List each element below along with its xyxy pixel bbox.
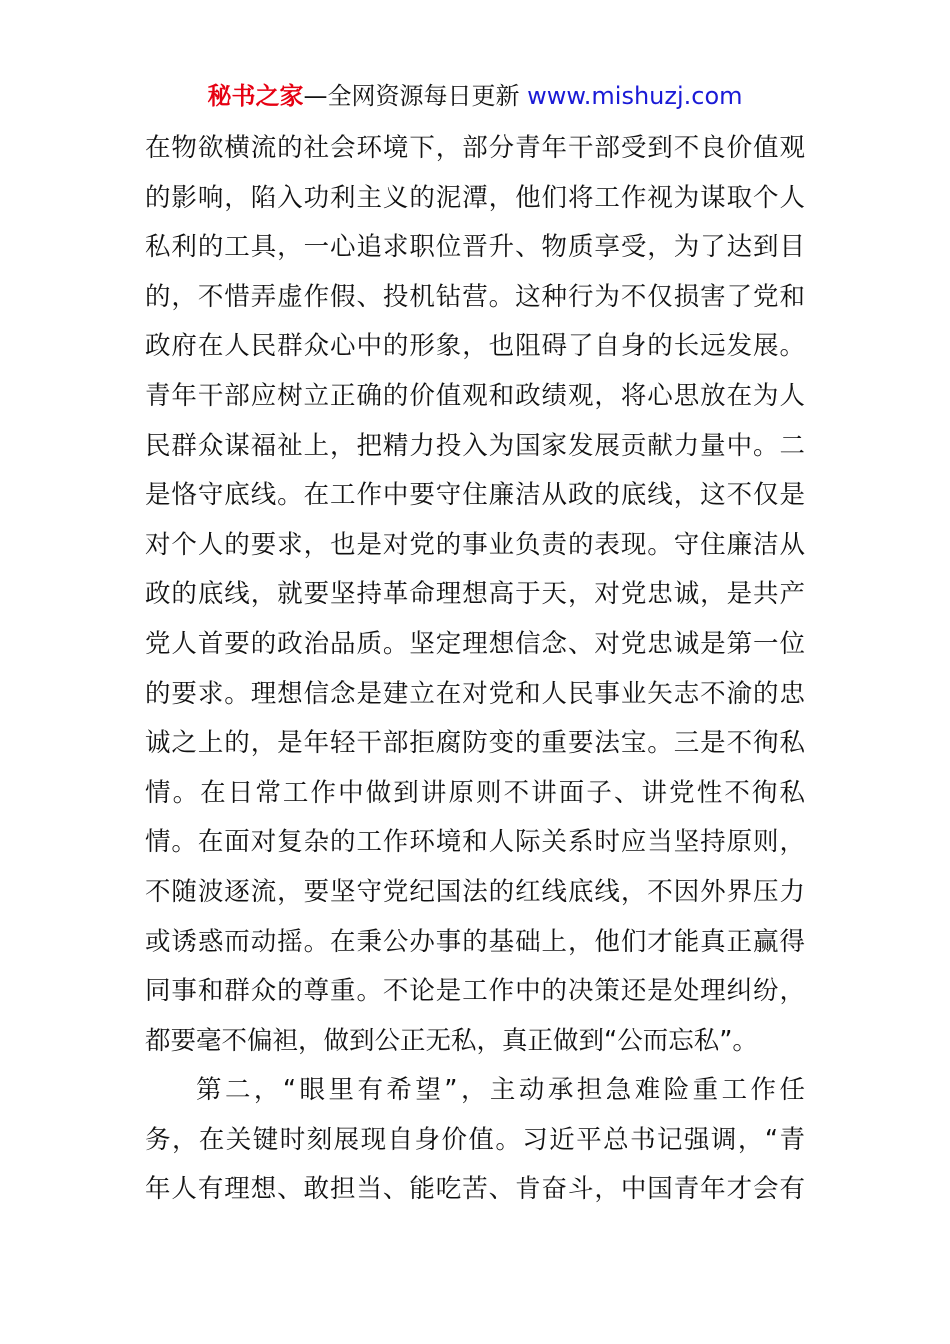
text-line: 在物欲横流的社会环境下，部分青年干部受到不良价值观 xyxy=(145,133,805,163)
text-line: 政府在人民群众心中的形象，也阻碍了自身的长远发展。 xyxy=(145,331,805,362)
text-line: 不随波逐流，要坚守党纪国法的红线底线，不因外界压力 xyxy=(145,876,805,907)
text-line: 的要求。理想信念是建立在对党和人民事业矢志不渝的忠 xyxy=(145,678,805,709)
text-line: 的，不惜弄虚作假、投机钻营。这种行为不仅损害了党和 xyxy=(145,281,805,312)
paragraph-start-line: 第二，“眼里有希望”，主动承担急难险重工作任 xyxy=(196,1075,805,1106)
text-line: 民群众谋福祉上，把精力投入为国家发展贡献力量中。二 xyxy=(145,430,805,461)
paragraph-end-line: 都要毫不偏袒，做到公正无私，真正做到“公而忘私”。 xyxy=(145,1025,758,1056)
text-line: 情。在面对复杂的工作环境和人际关系时应当坚持原则， xyxy=(145,827,805,858)
site-brand: 秘书之家 xyxy=(207,82,304,110)
site-slogan: —全网资源每日更新 xyxy=(303,82,520,110)
site-header xyxy=(0,78,950,114)
text-line: 青年干部应树立正确的价值观和政绩观，将心思放在为人 xyxy=(145,380,805,411)
text-line: 党人首要的政治品质。坚定理想信念、对党忠诚是第一位 xyxy=(145,628,805,659)
site-url-link[interactable]: www.mishuzj.com xyxy=(527,82,743,110)
text-line: 诚之上的，是年轻干部拒腐防变的重要法宝。三是不徇私 xyxy=(145,728,805,759)
text-line: 务，在关键时刻展现自身价值。习近平总书记强调，“青 xyxy=(145,1124,805,1155)
text-line: 的影响，陷入功利主义的泥潭，他们将工作视为谋取个人 xyxy=(145,182,805,213)
text-line: 对个人的要求，也是对党的事业负责的表现。守住廉洁从 xyxy=(145,529,805,560)
text-line: 年人有理想、敢担当、能吃苦、肯奋斗，中国青年才会有 xyxy=(145,1174,805,1205)
text-line: 情。在日常工作中做到讲原则不讲面子、讲党性不徇私 xyxy=(145,777,805,808)
text-line: 同事和群众的尊重。不论是工作中的决策还是处理纠纷， xyxy=(145,976,805,1007)
text-line: 或诱惑而动摇。在秉公办事的基础上，他们才能真正赢得 xyxy=(145,926,805,957)
document-body xyxy=(145,124,805,1215)
text-line: 私利的工具，一心追求职位晋升、物质享受，为了达到目 xyxy=(145,232,805,263)
text-line: 是恪守底线。在工作中要守住廉洁从政的底线，这不仅是 xyxy=(145,480,805,511)
text-line: 政的底线，就要坚持革命理想高于天，对党忠诚，是共产 xyxy=(145,579,805,610)
